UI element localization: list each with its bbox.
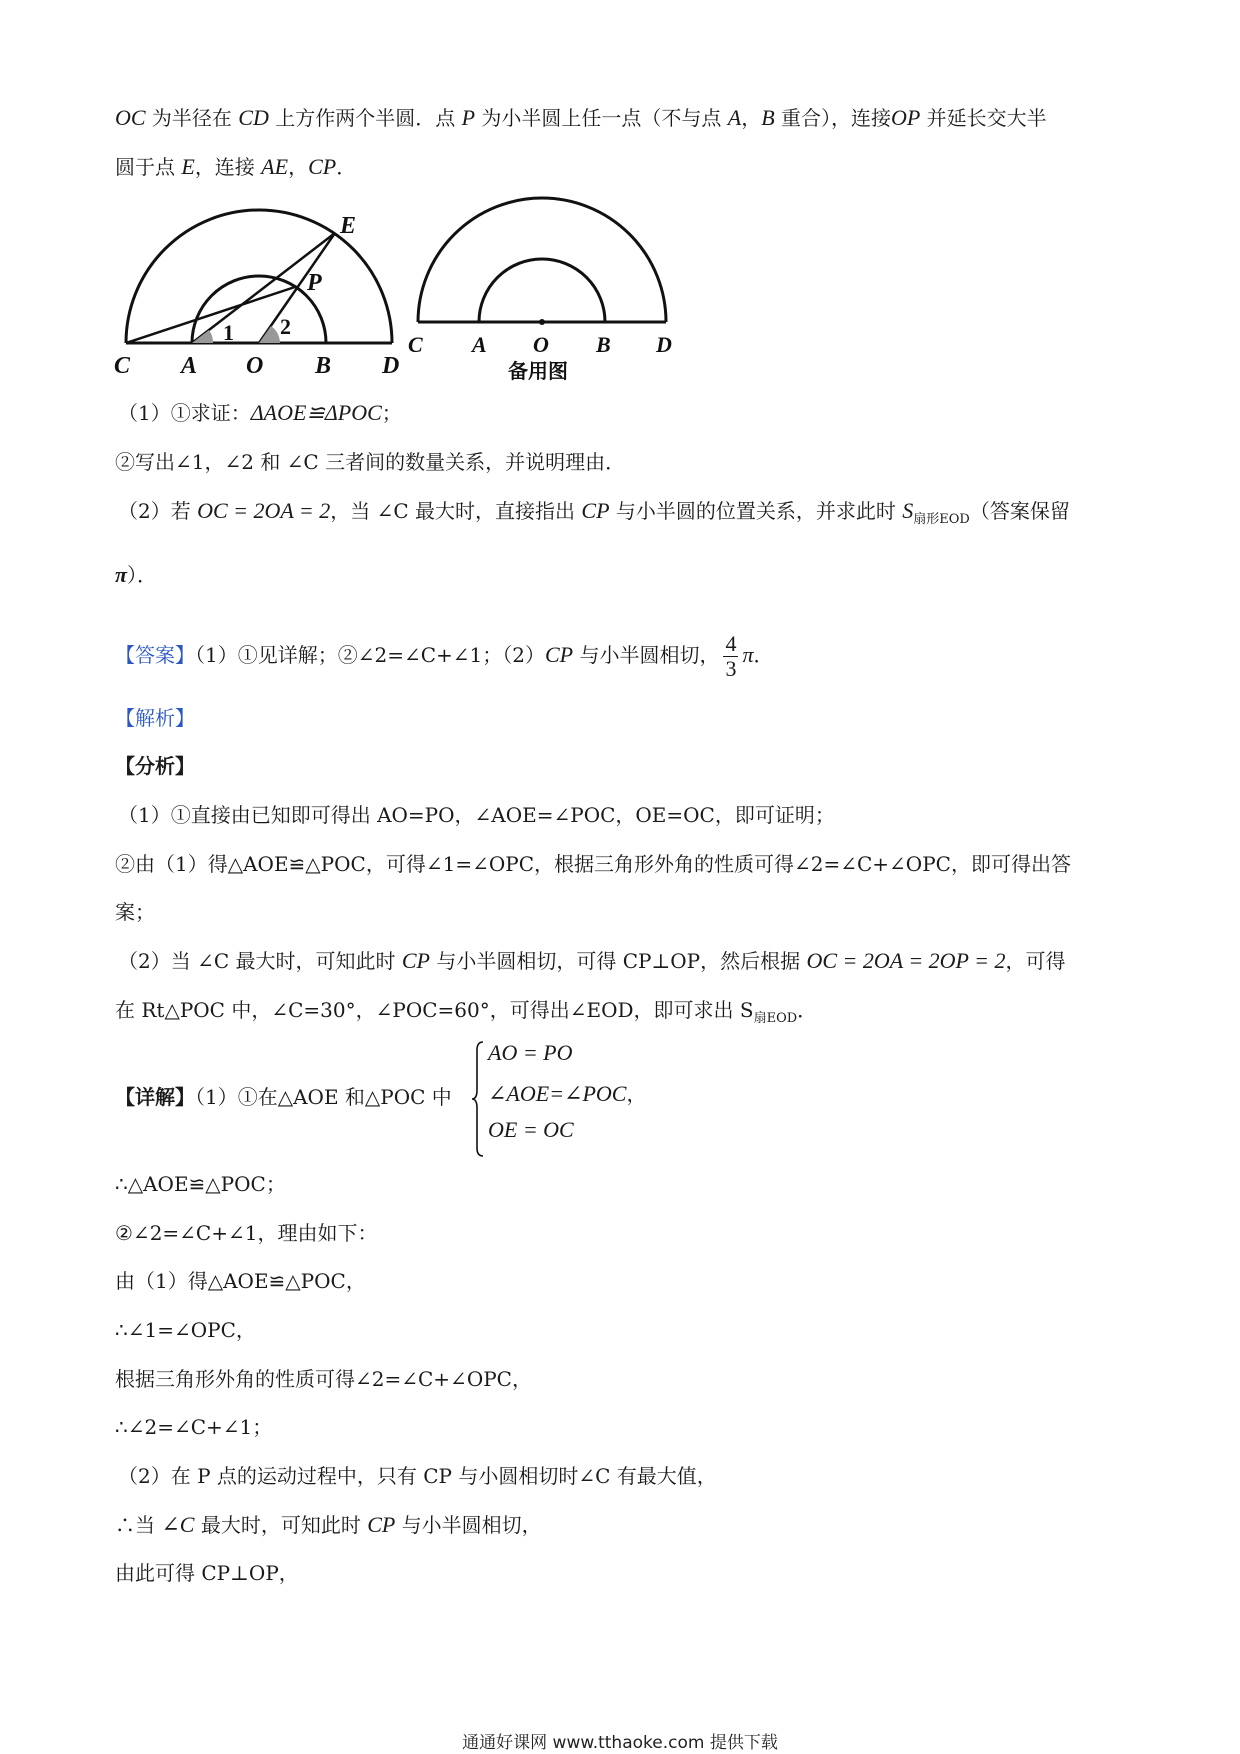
system-row-1: AO = PO bbox=[488, 1040, 573, 1065]
spare-caption: 备用图 bbox=[508, 359, 568, 383]
label-e: E bbox=[340, 213, 357, 239]
detail-line-3: ②∠2=∠C+∠1，理由如下： bbox=[115, 1221, 378, 1245]
label-2: 2 bbox=[280, 314, 291, 339]
spare-label-c: C bbox=[408, 332, 423, 357]
small-semicircle bbox=[192, 276, 326, 343]
spare-label-d: D bbox=[656, 332, 672, 357]
system-brace bbox=[472, 1040, 484, 1158]
spare-figure bbox=[418, 198, 666, 322]
label-c: C bbox=[114, 353, 131, 379]
label-o: O bbox=[246, 353, 264, 379]
question-1-part-2: ②写出∠1，∠2 和 ∠C 三者间的数量关系，并说明理由． bbox=[115, 450, 626, 474]
spare-small-semicircle bbox=[479, 259, 605, 322]
label-p: P bbox=[307, 270, 322, 296]
spare-label-a: A bbox=[472, 332, 487, 357]
system-row-2: ∠AOE=∠POC， bbox=[488, 1081, 647, 1106]
answer-fraction: $\frac{4}{3}$ bbox=[725, 631, 737, 681]
intro-line-2: 圆于点 E，连接 AE，CP． bbox=[115, 154, 357, 179]
answer-line: 【答案】（1）①见详解；②∠2=∠C+∠1；（2）CP 与小半圆相切， $\frac{4}{3}$ π． bbox=[115, 631, 774, 681]
fenxi-line-1: （1）①直接由已知即可得出 AO=PO，∠AOE=∠POC，OE=OC，即可证明； bbox=[118, 803, 835, 827]
spare-label-b: B bbox=[596, 332, 611, 357]
fenxi-line-5: 在 Rt△POC 中，∠C=30°，∠POC=60°，可得出∠EOD，即可求出 $S_{扇EOD}$． bbox=[115, 998, 818, 1026]
label-b: B bbox=[315, 353, 332, 379]
spare-label-o: O bbox=[533, 332, 549, 357]
question-1-part-1: （1）①求证：ΔAOE≌ΔPOC； bbox=[118, 400, 402, 425]
question-2-line-2: π）． bbox=[115, 562, 158, 587]
spare-center-dot bbox=[539, 319, 545, 325]
question-2-line-1: （2）若 OC = 2OA = 2，当 ∠C 最大时，直接指出 CP 与小半圆的位置关系，并求此时 $S_{扇形EOD}$（答案保留 bbox=[118, 498, 1070, 527]
geometry-figure bbox=[110, 195, 700, 385]
label-a: A bbox=[181, 353, 198, 379]
detail-line-7: ∴∠2=∠C+∠1； bbox=[115, 1415, 273, 1439]
detail-line-4: 由（1）得△AOE≌△POC， bbox=[115, 1269, 366, 1293]
detail-line-10: 由此可得 CP⊥OP， bbox=[115, 1561, 299, 1585]
detail-line-1: 【详解】（1）①在△AOE 和△POC 中 bbox=[115, 1085, 452, 1109]
detail-line-6: 根据三角形外角的性质可得∠2=∠C+∠OPC， bbox=[115, 1367, 532, 1391]
angle-1-mark bbox=[192, 330, 213, 343]
system-row-3: OE = OC bbox=[488, 1117, 574, 1142]
analysis-heading: 【解析】 bbox=[115, 706, 195, 730]
detail-line-2: ∴△AOE≌△POC； bbox=[115, 1172, 286, 1196]
fenxi-line-3: 案； bbox=[115, 900, 155, 924]
detail-line-9: ∴当 ∠C 最大时，可知此时 CP 与小半圆相切， bbox=[115, 1512, 542, 1537]
label-d: D bbox=[382, 353, 400, 379]
intro-line-1: OC 为半径在 CD 上方作两个半圆．点 P 为小半圆上任一点（不与点 A，B 重合），连接OP 并延长交大半 bbox=[115, 105, 1047, 130]
fenxi-line-2: ②由（1）得△AOE≌△POC，可得∠1=∠OPC，根据三角形外角的性质可得∠2=∠C+∠OPC，即可得出答 bbox=[115, 852, 1071, 876]
label-1: 1 bbox=[223, 320, 234, 345]
page-footer: 通通好课网 www.tthaoke.com 提供下载 bbox=[462, 1733, 778, 1753]
fenxi-heading: 【分析】 bbox=[115, 754, 195, 778]
fenxi-line-4: （2）当 ∠C 最大时，可知此时 CP 与小半圆相切，可得 CP⊥OP，然后根据 OC = 2OA = 2OP = 2，可得 bbox=[118, 948, 1066, 973]
detail-line-5: ∴∠1=∠OPC， bbox=[115, 1318, 256, 1342]
detail-line-8: （2）在 P 点的运动过程中，只有 CP 与小圆相切时∠C 有最大值， bbox=[118, 1464, 717, 1488]
angle-2-mark bbox=[259, 326, 280, 343]
